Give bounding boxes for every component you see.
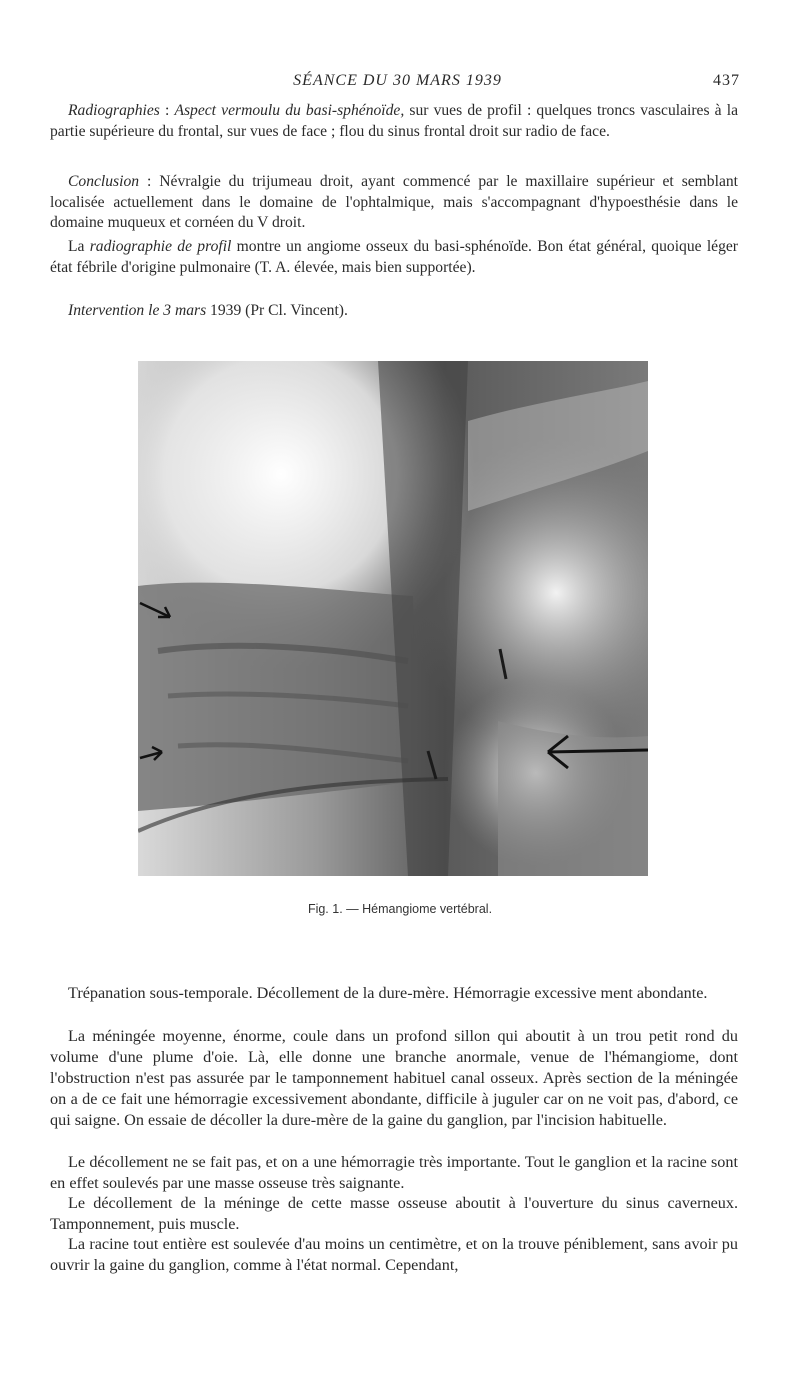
para-text: Névralgie du trijumeau droit, ayant commencé par le maxillaire supérieur et semblant localisée actuellement dans le domaine de l'ophtalmique, mais s'accompagnant d'hypoesthésie dans le domaine muqueux et cornéen du V droit. [50, 173, 738, 231]
radiograph-image [138, 361, 648, 876]
paragraph-meningee: La méningée moyenne, énorme, coule dans un profond sillon qui aboutit à un trou petit rond du volume d'une plume d'oie. Là, elle donne une branche anormale, venue de l'hémangiome, dont l'obstruction n'est pas assurée par le tamponnement habituel canal osseux. Après section de la méningée on a de ce fait une hémorragie excessivement abondante, difficile à juguler car on ne voit pas, d'abord, ce qui saigne. On essaie de décoller la dure-mère de la gaine du ganglion, par l'incision habituelle. [50, 1027, 738, 1129]
paragraph-sinus: Le décollement de la méninge de cette masse osseuse aboutit à l'ouverture du sinus caverneux. Tamponnement, puis muscle. [50, 1194, 738, 1233]
para-text: sur vues de profil : quelques troncs vasculaires à la partie supérieure du frontal, sur vues de face ; flou du sinus frontal droit sur radio de face. [50, 102, 738, 140]
paragraph-decollement: Le décollement ne se fait pas, et on a une hémorragie très importante. Tout le ganglion et la racine sont en effet soulevés par une masse osseuse très saignante. [50, 1153, 738, 1192]
paragraph-radiographie-profil: La radiographie de profil montre un angiome osseux du basi-sphénoïde. Bon état général, quoique léger état fébrile d'origine pulmonaire (T. A. élevée, mais bien supportée). [50, 238, 738, 276]
running-title: SÉANCE DU 30 MARS 1939 [293, 72, 502, 89]
page-number: 437 [713, 72, 740, 89]
paragraph-intervention [50, 301, 738, 322]
paragraph-trepanation: Trépanation sous-temporale. Décollement de la dure-mère. Hémorragie excessive ment abondante. [68, 984, 708, 1002]
para-lead: Radiographies [68, 102, 160, 119]
paragraph-radiographies: Radiographies : Aspect vermoulu du basi-sphénoïde, sur vues de profil : quelques troncs vasculaires à la partie supérieure du frontal, sur vues de face ; flou du sinus frontal droit sur radio de face. [50, 102, 738, 140]
running-header [55, 72, 740, 96]
para-italic: Intervention le 3 mars [68, 302, 207, 319]
para-italic: radiographie de profil [89, 238, 232, 255]
para-text: montre un angiome osseux du basi-sphénoïde. Bon état général, quoique léger état fébrile d'origine pulmonaire (T. A. élevée, mais bien supportée). [50, 238, 738, 276]
figure-caption: Fig. 1. — Hémangiome vertébral. [307, 902, 493, 916]
paragraph-racine: La racine tout entière est soulevée d'au moins un centimètre, et on la trouve péniblement, sans avoir pu ouvrir la gaine du ganglion, comme à l'état normal. Cependant, [50, 1235, 738, 1274]
para-italic: Aspect vermoulu du basi-sphénoïde, [174, 102, 405, 119]
para-lead: Conclusion [68, 173, 140, 190]
radiograph-figure [138, 361, 648, 876]
paragraph-conclusion: Conclusion : Névralgie du trijumeau droit, ayant commencé par le maxillaire supérieur et semblant localisée actuellement dans le domaine de l'ophtalmique, mais s'accompagnant d'hypoesthésie dans le domaine muqueux et cornéen du V droit. [50, 173, 738, 231]
para-text: 1939 (Pr Cl. Vincent). [206, 302, 348, 319]
